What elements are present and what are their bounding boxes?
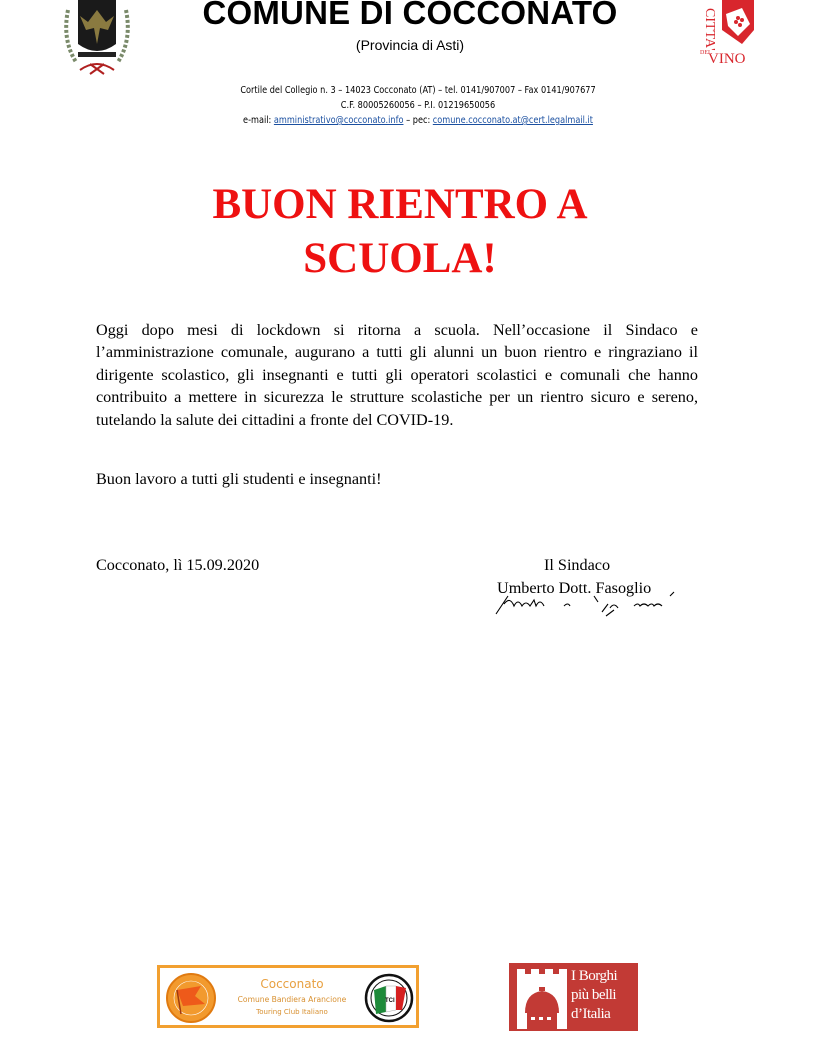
bandiera-line-2: Comune Bandiera Arancione [237, 995, 347, 1004]
province-subtitle: (Provincia di Asti) [355, 37, 465, 53]
borghi-line-2: più belli [571, 987, 617, 1003]
place-date: Cocconato, lì 15.09.2020 [96, 556, 260, 574]
bandiera-arancione-emblem [165, 972, 217, 1024]
borghi-tower-icon [515, 969, 571, 1029]
vino-logo-citta-text: CITTA' [702, 8, 717, 51]
address-line: Cortile del Collegio n. 3 – 14023 Cocconato (AT) – tel. 0141/907007 – Fax 0141/907677 [240, 85, 596, 96]
citta-del-vino-logo [698, 0, 758, 66]
borghi-text-block [571, 967, 637, 1024]
email-line [153, 115, 683, 126]
pec-label: – pec: [403, 115, 433, 126]
bandiera-title: Cocconato [260, 977, 324, 991]
fiscal-line: C.F. 80005260056 – P.I. 01219650056 [340, 100, 496, 111]
mayor-name: Umberto Dott. Fasoglio [497, 579, 652, 597]
bandiera-arancione-badge [157, 965, 419, 1028]
vino-logo-del-text: DEL [700, 50, 712, 56]
closing-line: Buon lavoro a tutti gli studenti e insegnanti! [96, 470, 382, 488]
bandiera-line-3: Touring Club Italiano [256, 1008, 328, 1016]
headline-line-2: SCUOLA! [303, 235, 497, 282]
mayor-role: Il Sindaco [544, 556, 611, 574]
email-label: e-mail: [243, 115, 274, 126]
pec-link[interactable]: comune.cocconato.at@cert.legalmail.it [432, 115, 593, 126]
body-paragraph: Oggi dopo mesi di lockdown si ritorna a scuola. Nell’occasione il Sindaco e l’amministrazione comunale, augurano a tutti gli alunni un buon rientro e ringraziano il dirigente scolastico, gli insegnanti e tutti gli operatori scolastici e comunali che hanno contribuito a mettere in sicurezza le strutture scolastiche per un rientro sicuro e sereno, tutelando la salute dei cittadini a fronte del COVID-19. [96, 321, 698, 429]
vino-logo-vino-text: VINO [708, 51, 746, 66]
municipality-title: COMUNE DI COCCONATO [202, 0, 618, 31]
touring-club-emblem [364, 972, 414, 1024]
borghi-line-1: I Borghi [571, 968, 618, 984]
borghi-line-3: d’Italia [571, 1006, 611, 1022]
tci-text: TCI [385, 998, 395, 1004]
headline-line-1: BUON RIENTRO A [212, 181, 588, 228]
handwritten-signature [494, 590, 684, 618]
borghi-piu-belli-logo [509, 963, 638, 1031]
coat-of-arms-logo [58, 0, 136, 78]
email-link[interactable]: amministrativo@cocconato.info [273, 115, 404, 126]
